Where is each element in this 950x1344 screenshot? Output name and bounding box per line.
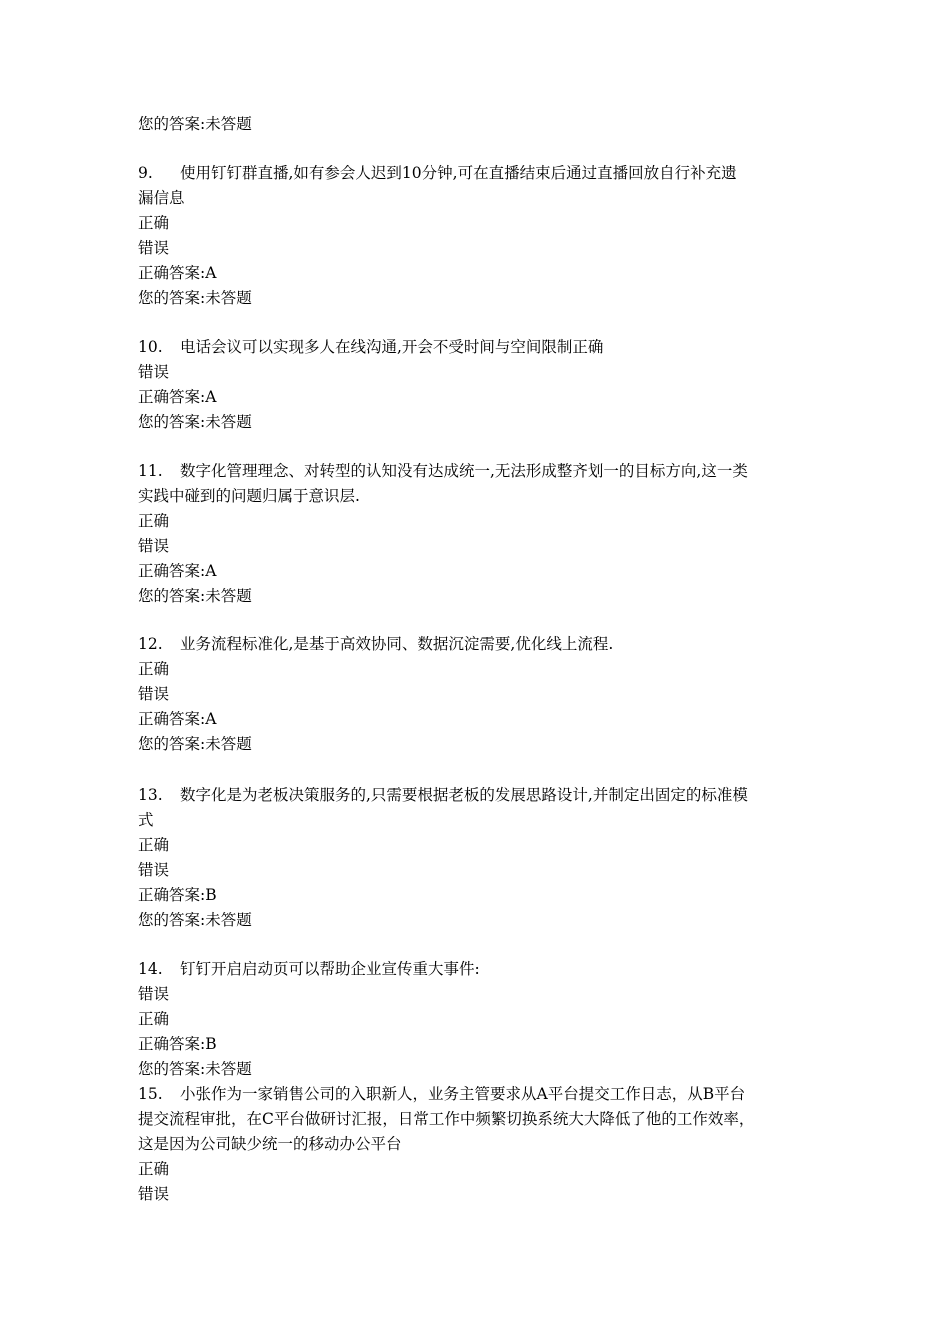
question-text-continued: 提交流程审批，在C平台做研讨汇报，日常工作中频繁切换系统大大降低了他的工作效率， <box>138 1110 755 1128</box>
option-false[interactable]: 错误 <box>138 363 170 381</box>
question-text: 电话会议可以实现多人在线沟通,开会不受时间与空间限制正确 <box>180 338 604 356</box>
your-answer: 您的答案:未答题 <box>138 735 252 753</box>
correct-answer: 正确答案:A <box>138 562 217 580</box>
question-text: 数字化是为老板决策服务的,只需要根据老板的发展思路设计,并制定出固定的标准模 <box>180 786 748 804</box>
question-9-stem <box>138 161 818 186</box>
option-false[interactable]: 错误 <box>138 1185 170 1203</box>
question-15-stem <box>138 1082 818 1107</box>
correct-answer: 正确答案:B <box>138 1035 217 1053</box>
your-answer: 您的答案:未答题 <box>138 413 252 431</box>
question-text-continued: 式 <box>138 811 154 829</box>
option-true[interactable]: 正确 <box>138 214 170 232</box>
option-true[interactable]: 正确 <box>138 1160 170 1178</box>
question-number: 14. <box>138 960 163 978</box>
option-false[interactable]: 错误 <box>138 685 170 703</box>
option-false[interactable]: 错误 <box>138 537 170 555</box>
question-text: 业务流程标准化,是基于高效协同、数据沉淀需要,优化线上流程. <box>180 635 614 653</box>
question-14-stem <box>138 957 818 982</box>
correct-answer: 正确答案:A <box>138 710 217 728</box>
option-false[interactable]: 错误 <box>138 985 170 1003</box>
question-number: 13. <box>138 786 163 804</box>
option-true[interactable]: 正确 <box>138 660 170 678</box>
your-answer: 您的答案:未答题 <box>138 587 252 605</box>
question-text-continued: 漏信息 <box>138 189 185 207</box>
question-number: 15. <box>138 1085 163 1103</box>
option-true[interactable]: 正确 <box>138 1010 170 1028</box>
question-number: 12. <box>138 635 163 653</box>
option-true[interactable]: 正确 <box>138 836 170 854</box>
option-false[interactable]: 错误 <box>138 239 170 257</box>
your-answer: 您的答案:未答题 <box>138 289 252 307</box>
question-text-continued: 实践中碰到的问题归属于意识层. <box>138 487 360 505</box>
option-false[interactable]: 错误 <box>138 861 170 879</box>
question-text: 小张作为一家销售公司的入职新人，业务主管要求从A平台提交工作日志，从B平台 <box>180 1085 746 1103</box>
question-10-stem <box>138 335 818 360</box>
question-11-stem <box>138 459 818 484</box>
question-text-continued: 这是因为公司缺少统一的移动办公平台 <box>138 1135 402 1153</box>
correct-answer: 正确答案:A <box>138 388 217 406</box>
question-number: 10. <box>138 338 163 356</box>
your-answer: 您的答案:未答题 <box>138 115 252 133</box>
your-answer: 您的答案:未答题 <box>138 1060 252 1078</box>
question-number: 11. <box>138 462 163 480</box>
question-number: 9. <box>138 164 153 182</box>
question-12-stem <box>138 632 818 657</box>
correct-answer: 正确答案:A <box>138 264 217 282</box>
option-true[interactable]: 正确 <box>138 512 170 530</box>
question-13-stem <box>138 783 818 808</box>
question-text: 使用钉钉群直播,如有参会人迟到10分钟,可在直播结束后通过直播回放自行补充遗 <box>180 164 737 182</box>
question-text: 数字化管理理念、对转型的认知没有达成统一,无法形成整齐划一的目标方向,这一类 <box>180 462 748 480</box>
your-answer: 您的答案:未答题 <box>138 911 252 929</box>
correct-answer: 正确答案:B <box>138 886 217 904</box>
question-text: 钉钉开启启动页可以帮助企业宣传重大事件: <box>180 960 480 978</box>
